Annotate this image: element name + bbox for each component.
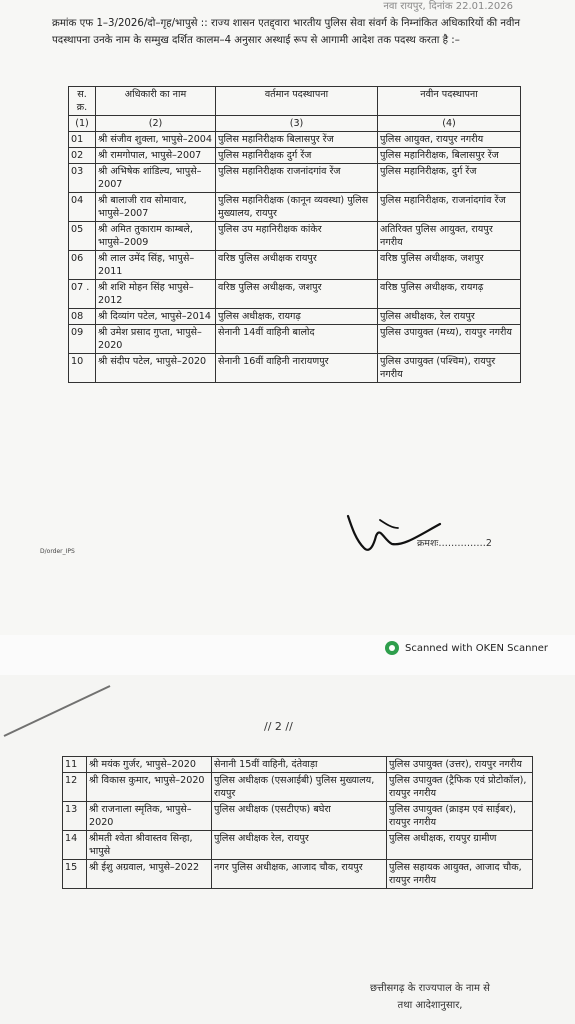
name-cell: श्री मयंक गुर्जर, भापुसे–2020 (87, 757, 212, 773)
table-row (69, 325, 521, 354)
table-row (63, 773, 533, 802)
current-posting-cell: सेनानी 14वीं वाहिनी बालोद (216, 325, 378, 354)
name-cell: श्री अभिषेक शांडिल्य, भापुसे–2007 (96, 164, 216, 193)
new-posting-cell: पुलिस उपायुक्त (क्राइम एवं साईबर), रायपुर नगरीय (387, 802, 533, 831)
page-number: // 2 // (264, 720, 293, 733)
name-cell: श्री ईशु अग्रवाल, भापुसे–2022 (87, 860, 212, 889)
column-number: (4) (378, 116, 521, 132)
serial-cell: 05 (69, 222, 96, 251)
serial-cell: 11 (63, 757, 87, 773)
column-number: (1) (69, 116, 96, 132)
name-cell: श्री विकास कुमार, भापुसे–2020 (87, 773, 212, 802)
table-row (69, 251, 521, 280)
current-posting-cell: नगर पुलिस अधीक्षक, आजाद चौक, रायपुर (212, 860, 387, 889)
current-posting-cell: वरिष्ठ पुलिस अधीक्षक रायपुर (216, 251, 378, 280)
current-posting-cell: पुलिस अधीक्षक (एसटीएफ) बघेरा (212, 802, 387, 831)
current-posting-cell: पुलिस महानिरीक्षक दुर्ग रेंज (216, 148, 378, 164)
header-officer-name: अधिकारी का नाम (96, 87, 216, 116)
table-row (63, 860, 533, 889)
pen-stroke-icon (0, 680, 120, 740)
scanner-logo-icon (385, 641, 399, 655)
new-posting-cell: पुलिस अधीक्षक, रेल रायपुर (378, 309, 521, 325)
new-posting-cell: पुलिस उपायुक्त (मध्य), रायपुर नगरीय (378, 325, 521, 354)
handwritten-signature-icon (340, 510, 450, 560)
header-new-posting: नवीन पदस्थापना (378, 87, 521, 116)
posting-table-page-2 (62, 756, 533, 889)
table-row (69, 193, 521, 222)
current-posting-cell: पुलिस अधीक्षक (एसआईबी) पुलिस मुख्यालय, रायपुर (212, 773, 387, 802)
serial-cell: 14 (63, 831, 87, 860)
closing-block (320, 980, 540, 1014)
footer-file-code: D/order_IPS (40, 548, 75, 555)
table-row (69, 148, 521, 164)
serial-cell: 10 (69, 354, 96, 383)
current-posting-cell: वरिष्ठ पुलिस अधीक्षक, जशपुर (216, 280, 378, 309)
table-row (69, 309, 521, 325)
new-posting-cell: पुलिस सहायक आयुक्त, आजाद चौक, रायपुर नगरीय (387, 860, 533, 889)
table-header-row (69, 87, 521, 116)
table-row (69, 354, 521, 383)
order-date-header: नवा रायपुर, दिनांक 22.01.2026 (383, 1, 513, 12)
continued-note: क्रमशः……………2 (417, 538, 492, 549)
serial-cell: 04 (69, 193, 96, 222)
scanner-watermark (385, 641, 548, 655)
serial-cell: 12 (63, 773, 87, 802)
name-cell: श्री संदीप पटेल, भापुसे–2020 (96, 354, 216, 383)
column-number: (3) (216, 116, 378, 132)
current-posting-cell: पुलिस महानिरीक्षक बिलासपुर रेंज (216, 132, 378, 148)
current-posting-cell: पुलिस अधीक्षक, रायगढ़ (216, 309, 378, 325)
table-row (69, 280, 521, 309)
name-cell: श्री राजनाला स्मृतिक, भापुसे–2020 (87, 802, 212, 831)
table-row (63, 757, 533, 773)
new-posting-cell: पुलिस उपायुक्त (ट्रैफिक एवं प्रोटोकॉल), रायपुर नगरीय (387, 773, 533, 802)
table-row (69, 132, 521, 148)
current-posting-cell: पुलिस अधीक्षक रेल, रायपुर (212, 831, 387, 860)
order-paragraph: क्रमांक एफ 1–3/2026/दो–गृह/भापुसे :: राज्य शासन एतद्द्वारा भारतीय पुलिस सेवा संवर्ग के निम्नांकित अधिकारियों की नवीन पदस्थापना उनके नाम के सम्मुख दर्शित कालम–4 अनुसार अस्थाई रूप से आगामी आदेश तक पदस्थ करता है :– (52, 18, 520, 46)
name-cell: श्री उमेश प्रसाद गुप्ता, भापुसे–2020 (96, 325, 216, 354)
new-posting-cell: पुलिस महानिरीक्षक, बिलासपुर रेंज (378, 148, 521, 164)
table-row (63, 831, 533, 860)
name-cell: श्री रामगोपाल, भापुसे–2007 (96, 148, 216, 164)
new-posting-cell: पुलिस अधीक्षक, रायपुर ग्रामीण (387, 831, 533, 860)
current-posting-cell: पुलिस उप महानिरीक्षक कांकेर (216, 222, 378, 251)
serial-cell: 09 (69, 325, 96, 354)
current-posting-cell: पुलिस महानिरीक्षक राजनांदगांव रेंज (216, 164, 378, 193)
name-cell: श्री लाल उमेंद सिंह, भापुसे–2011 (96, 251, 216, 280)
serial-cell: 02 (69, 148, 96, 164)
new-posting-cell: वरिष्ठ पुलिस अधीक्षक, जशपुर (378, 251, 521, 280)
current-posting-cell: पुलिस महानिरीक्षक (कानून व्यवस्था) पुलिस मुख्यालय, रायपुर (216, 193, 378, 222)
column-number-row (69, 116, 521, 132)
name-cell: श्री अमित तुकाराम काम्बले, भापुसे–2009 (96, 222, 216, 251)
header-current-posting: वर्तमान पदस्थापना (216, 87, 378, 116)
new-posting-cell: पुलिस महानिरीक्षक, दुर्ग रेंज (378, 164, 521, 193)
new-posting-cell: वरिष्ठ पुलिस अधीक्षक, रायगढ़ (378, 280, 521, 309)
name-cell: श्री शशि मोहन सिंह भापुसे– 2012 (96, 280, 216, 309)
current-posting-cell: सेनानी 15वीं वाहिनी, दंतेवाड़ा (212, 757, 387, 773)
table-row (63, 802, 533, 831)
serial-cell: 01 (69, 132, 96, 148)
new-posting-cell: पुलिस उपायुक्त (उत्तर), रायपुर नगरीय (387, 757, 533, 773)
scanner-watermark-label: Scanned with OKEN Scanner (405, 642, 549, 654)
column-number: (2) (96, 116, 216, 132)
new-posting-cell: पुलिस आयुक्त, रायपुर नगरीय (378, 132, 521, 148)
new-posting-cell: अतिरिक्त पुलिस आयुक्त, रायपुर नगरीय (378, 222, 521, 251)
serial-cell: 15 (63, 860, 87, 889)
closing-line-1: छत्तीसगढ़ के राज्यपाल के नाम से (370, 983, 490, 994)
serial-cell: 08 (69, 309, 96, 325)
current-posting-cell: सेनानी 16वीं वाहिनी नारायणपुर (216, 354, 378, 383)
table-row (69, 164, 521, 193)
name-cell: श्री संजीव शुक्ला, भापुसे–2004 (96, 132, 216, 148)
new-posting-cell: पुलिस उपायुक्त (पश्चिम), रायपुर नगरीय (378, 354, 521, 383)
header-serial: स. क्र. (69, 87, 96, 116)
serial-cell: 07 . (69, 280, 96, 309)
posting-table-page-1 (68, 86, 521, 383)
closing-line-2: तथा आदेशानुसार, (397, 1000, 463, 1011)
serial-cell: 06 (69, 251, 96, 280)
name-cell: श्री दिव्यांग पटेल, भापुसे–2014 (96, 309, 216, 325)
table-row (69, 222, 521, 251)
new-posting-cell: पुलिस महानिरीक्षक, राजनांदगांव रेंज (378, 193, 521, 222)
name-cell: श्रीमती श्वेता श्रीवास्तव सिन्हा, भापुसे (87, 831, 212, 860)
name-cell: श्री बालाजी राव सोमावार, भापुसे–2007 (96, 193, 216, 222)
serial-cell: 13 (63, 802, 87, 831)
serial-cell: 03 (69, 164, 96, 193)
